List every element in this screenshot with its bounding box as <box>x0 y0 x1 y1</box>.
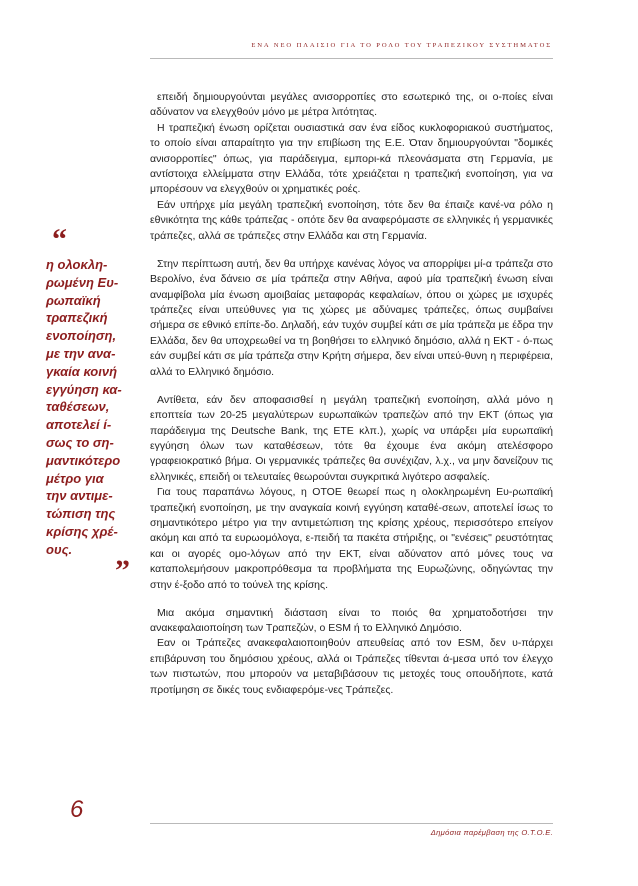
paragraph: επειδή δημιουργούνται μεγάλες ανισορροπίες στο εσωτερικό της, οι ο-ποίες είναι αδύνατον να ελεγχθούν μόνο με μέτρα λιτότητας. <box>150 91 553 119</box>
pull-quote-text: η ολοκλη- ρωμένη Ευ- ρωπαϊκή τραπεζική ενοποίηση, με την ανα- γκαία κοινή εγγύηση κα- ταθέσεων, αποτελεί ί- σως το ση- μαντικότερο μέτρο για την αντιμε- τώπιση της κρίσης χρέ- ους. <box>46 257 122 557</box>
paragraph: Μια ακόμα σημαντική διάσταση είναι το ποιός θα χρηματοδοτήσει την ανακεφαλαιοποίηση των Τραπεζών, ο ESM ή το Ελληνικό Δημόσιο. <box>150 606 553 635</box>
open-quote-icon: “ <box>52 223 67 256</box>
running-head-title: ΕΝΑ ΝΕΟ ΠΛΑΙΣΙΟ ΓΙΑ ΤΟ ΡΟΛΟ ΤΟΥ ΤΡΑΠΕΖΙΚΟΥ ΣΥΣΤΗΜΑΤΟΣ <box>251 42 552 49</box>
paragraph: Για τους παραπάνω λόγους, η ΟΤΟΕ θεωρεί πως η ολοκληρωμένη Ευ-ρωπαϊκή τραπεζική ενοποίηση, με την αναγκαία κοινή εγγύηση καταθέ-σεων, αποτελεί ίσως το σημαντικότερο μέτρο για την αντιμετώπιση της κρίσης χρέους, περισσότερο επείγον ακόμη και από τα ευρωομόλογα, ε-πειδή τα πακέτα στήριξης, οι "ενέσεις" ρευστότητας και οι αγορές ομο-λόγων από την ΕΚΤ, είναι αδύνατον από μόνες τους να καταπολεμήσουν μακροπρόθεσμα τα προβλήματα της Ευρωζώνης, οδηγώντας την στην έ-ξοδο από το τούνελ της κρίσης. <box>150 486 553 591</box>
close-quote-icon: ” <box>115 553 130 587</box>
pull-quote <box>46 223 130 587</box>
body-text <box>150 90 553 698</box>
header-divider <box>150 58 553 59</box>
paragraph: Εάν υπήρχε μία μεγάλη τραπεζική ενοποίηση, τότε δεν θα έπαιζε κανέ-να ρόλο η εθνικότητα της κάθε τράπεζας - οπότε δεν θα αναφερόμαστε σε ελληνικές ή γερμανικές τράπεζες, αλλά σε τράπεζες στην Ελλάδα και στη Γερμανία. <box>150 198 553 242</box>
page-number: 6 <box>70 796 84 823</box>
paragraph: Στην περίπτωση αυτή, δεν θα υπήρχε κανένας λόγος να απορρίψει μί-α τράπεζα στο Βερολίνο, ένα δάνειο σε μία τράπεζα στην Αθήνα, αφού μία τραπεζική ένωση είναι αναμφίβολα μία ένωση αμοιβαίας μεταφοράς κεφαλαίων, όπου οι χώρες με ισχυρές τράπεζες είναι υπεύθυνες για τις χώρες με αδύναμες τράπεζες, όπως συμβαίνει σήμερα σε εθνικό επίπε-δο. Δηλαδή, εάν τυχόν συμβεί κάτι σε μία τράπεζα με έδρα την Ελλάδα, δεν θα υποχρεωθεί να τη βοηθήσει το ελληνικό δημόσιο, αλλά η ΕΚΤ - ό-πως εάν συμβεί κάτι σε μία τράπεζα στην Κρήτη σήμερα, δεν είναι υπεύ-θυνη η περιφέρεια, αλλά το Ελληνικό δημόσιο. <box>150 257 553 378</box>
paragraph: Εαν οι Τράπεζες ανακεφαλαιοποιηθούν απευθείας από τον ESM, δεν υ-πάρχει επιβάρυνση του δημόσιου χρέους, αλλά οι Τράπεζες τίθενται ά-μεσα υπό τον έλεγχο των πιστωτών, που μπορούν να μεταβιβάσουν τις μετοχές τους οπουδήποτε, κατά προτίμηση σε δικές τους ενδιαφερόμε-νες Τράπεζες. <box>150 637 553 696</box>
paragraph: Αντίθετα, εάν δεν αποφασισθεί η μεγάλη τραπεζική ενοποίηση, αλλά μόνο η εποπτεία των 20-25 μεγαλύτερων ευρωπαϊκών τραπεζών από την ΕΚΤ (όπως για παράδειγμα της Deutsche Bank, της ΕΤΕ κλπ.), χωρίς να υπάρξει μία ευρωπαϊκή εγγύηση όλων των καταθέσεων, τότε θα έχουμε ένα ακόμη ατελέσφορο γραφειοκρατικό βήμα. Οι γερμανικές τράπεζες θα συνέχιζαν, λ.χ., να μην δανείζουν τις ελληνικές, επειδή οι τελευταίες θεωρούνται συγκριτικά λιγότερο ασφαλείς. <box>150 393 553 483</box>
footer-divider <box>150 823 553 824</box>
paragraph: Η τραπεζική ένωση ορίζεται ουσιαστικά σαν ένα είδος κυκλοφοριακού συστήματος, το οποίο είναι απαραίτητο για την επιβίωση της Ε.Ε. Όταν δημιουργούνται "δομικές ανισορροπίες" όπως, για παράδειγμα, εμπορι-κά πλεονάσματα στη Γερμανία, με αντίστοιχα ελλείμματα στην Ελλάδα, τότε χρειάζεται η τραπεζική ενοποίηση, για να μπορέσουν να ελεγχθούν οι χρηματικές ροές. <box>150 121 553 196</box>
footer-publisher: Δημόσια παρέμβαση της Ο.Τ.Ο.Ε. <box>430 828 553 837</box>
